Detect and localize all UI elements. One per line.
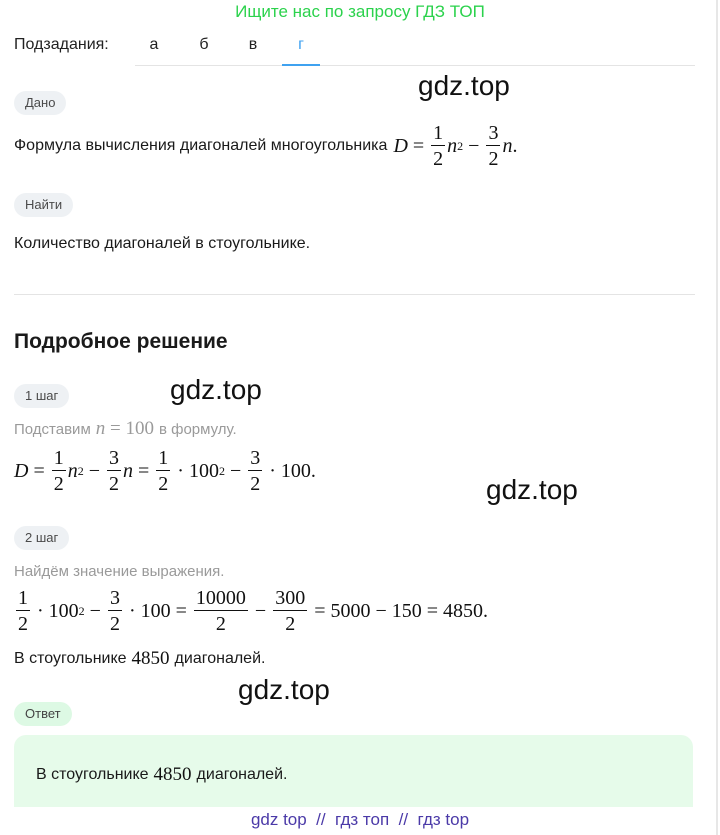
find-text: Количество диагоналей в стоугольнике.	[14, 235, 311, 252]
step2-conclusion	[14, 648, 265, 670]
step1-text	[14, 418, 237, 440]
step1-text-before: Подставим	[14, 420, 91, 438]
conclusion-after: диагоналей.	[174, 650, 266, 667]
tab-b[interactable]: б	[199, 36, 209, 53]
subtasks-label: Подзадания:	[14, 36, 109, 53]
answer-chip: Ответ	[14, 702, 72, 726]
active-tab-indicator	[282, 64, 320, 66]
solution-title: Подробное решение	[14, 330, 228, 353]
tab-a[interactable]: а	[149, 36, 159, 53]
watermark: gdz.top	[238, 674, 330, 705]
watermark: gdz.top	[418, 70, 510, 101]
given-line	[14, 120, 517, 172]
tab-g[interactable]: г	[298, 36, 304, 53]
page-right-border	[716, 0, 718, 835]
conclusion-value: 4850	[131, 648, 170, 669]
section-divider	[14, 294, 695, 295]
answer-value: 4850	[153, 764, 192, 785]
step2-text: Найдём значение выражения.	[14, 563, 225, 580]
watermark: gdz.top	[486, 474, 578, 505]
step2-chip: 2 шаг	[14, 526, 69, 550]
footer-links[interactable]: gdz top // гдз топ // гдз top	[250, 810, 470, 829]
step1-formula: D = $\frac{1}{2}$ n 2 − $\frac{3}{2}$ n = $\frac{1}{2}$ · 100 2 − $\frac{3}{2}$ · 100.	[14, 447, 316, 495]
answer-text	[36, 764, 287, 786]
answer-text-before: В стоугольнике	[36, 766, 149, 783]
watermark: gdz.top	[170, 374, 262, 405]
step1-text-after: в формулу.	[158, 420, 237, 438]
conclusion-before: В стоугольнике	[14, 650, 127, 667]
given-chip: Дано	[14, 91, 66, 115]
diagonal-formula: D = $\frac{1}{2}$ n 2 − $\frac{3}{2}$ n .	[393, 122, 518, 170]
n-equals-100: n = 100	[95, 418, 154, 439]
tab-v[interactable]: в	[248, 36, 258, 53]
search-banner: Ищите нас по запросу ГДЗ ТОП	[235, 2, 485, 21]
step1-chip: 1 шаг	[14, 384, 69, 408]
answer-text-after: диагоналей.	[196, 766, 288, 783]
find-chip: Найти	[14, 193, 73, 217]
step2-formula: $\frac{1}{2}$ · 100 2 − $\frac{3}{2}$ · 100 = $\frac{10000}{2}$ − $\frac{300}{2}$ = 5000 − 150 = 4850.	[18, 587, 489, 635]
given-text: Формула вычисления диагоналей многоугольника	[14, 137, 388, 154]
tabs-divider	[135, 65, 695, 66]
